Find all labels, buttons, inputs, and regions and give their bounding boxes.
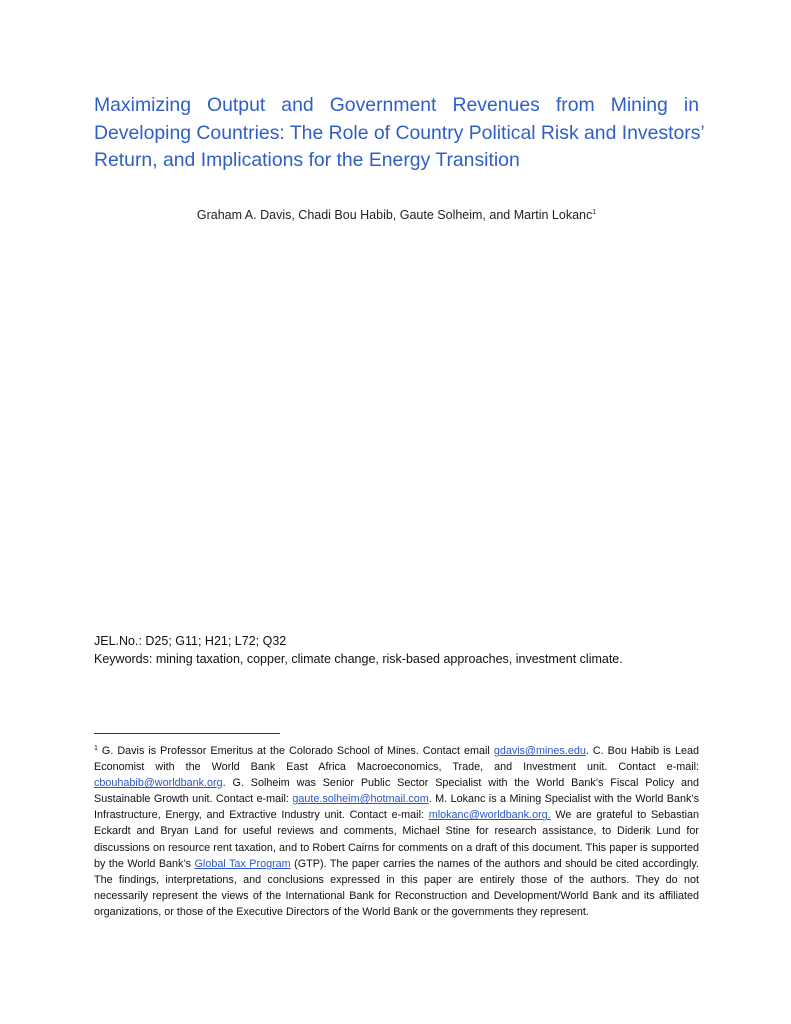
footnote-text-4: . M. Lokanc is a Mining Specialist with the World Bank’s Infrastructure, Energy, and Extractive Industry unit. Contact e-mail:	[94, 793, 699, 822]
jel-codes: JEL.No.: D25; G11; H21; L72; Q32	[94, 634, 287, 648]
title-line-3: Return, and Implications for the Energy Transition	[94, 149, 520, 171]
footnote-text-3: . G. Solheim was Senior Public Sector Specialist with the World Bank’s Fiscal Policy and Sustainable Growth unit. Contact e-mail:	[94, 777, 699, 806]
email-link-davis[interactable]: gdavis@mines.edu	[493, 745, 586, 757]
author-footnote-mark[interactable]: 1	[592, 209, 597, 216]
email-link-solheim[interactable]: gaute.solheim@hotmail.com	[292, 793, 429, 806]
footnote-text-5: We are grateful to Sebastian Eckardt and Bryan Land for useful reviews and comments, Michael Stine for research assistance, to Diderik Lund for discussions on resource rent taxation, and to Robert Cairns for comments on a draft of this document. This paper is supported by the World Bank’s	[94, 809, 699, 870]
author-list	[94, 204, 699, 224]
title-line-2: Developing Countries: The Role of Country Political Risk and Investors’	[94, 121, 705, 144]
footnote-mark: 1	[94, 745, 98, 752]
email-link-lokanc[interactable]: mlokanc@worldbank.org.	[428, 809, 551, 822]
footnote-text-2: . C. Bou Habib is Lead Economist with the World Bank East Africa Macroeconomics, Trade, and Investment unit. Contact e-mail:	[94, 745, 699, 774]
paper-title	[94, 92, 705, 175]
keywords: Keywords: mining taxation, copper, climate change, risk-based approaches, investment climate.	[94, 652, 623, 666]
footnote-separator	[94, 733, 280, 734]
global-tax-program-link[interactable]: Global Tax Program	[194, 857, 291, 870]
title-line-1: Maximizing Output and Government Revenues from Mining in	[94, 94, 699, 116]
author-names: Graham A. Davis, Chadi Bou Habib, Gaute Solheim, and Martin Lokanc	[196, 208, 593, 222]
footnote-text-6: (GTP). The paper carries the names of the authors and should be cited accordingly. The findings, interpretations, and conclusions expressed in this paper are entirely those of the authors. They do not necessarily represent the views of the International Bank for Reconstruction and Development/World Bank and its affiliated organizations, or those of the Executive Directors of the World Bank or the governments they represent.	[94, 857, 700, 918]
footnote-text-1: G. Davis is Professor Emeritus at the Colorado School of Mines. Contact email	[97, 745, 494, 757]
email-link-bou-habib[interactable]: cbouhabib@worldbank.org	[94, 777, 223, 790]
footnote-1	[94, 741, 699, 920]
